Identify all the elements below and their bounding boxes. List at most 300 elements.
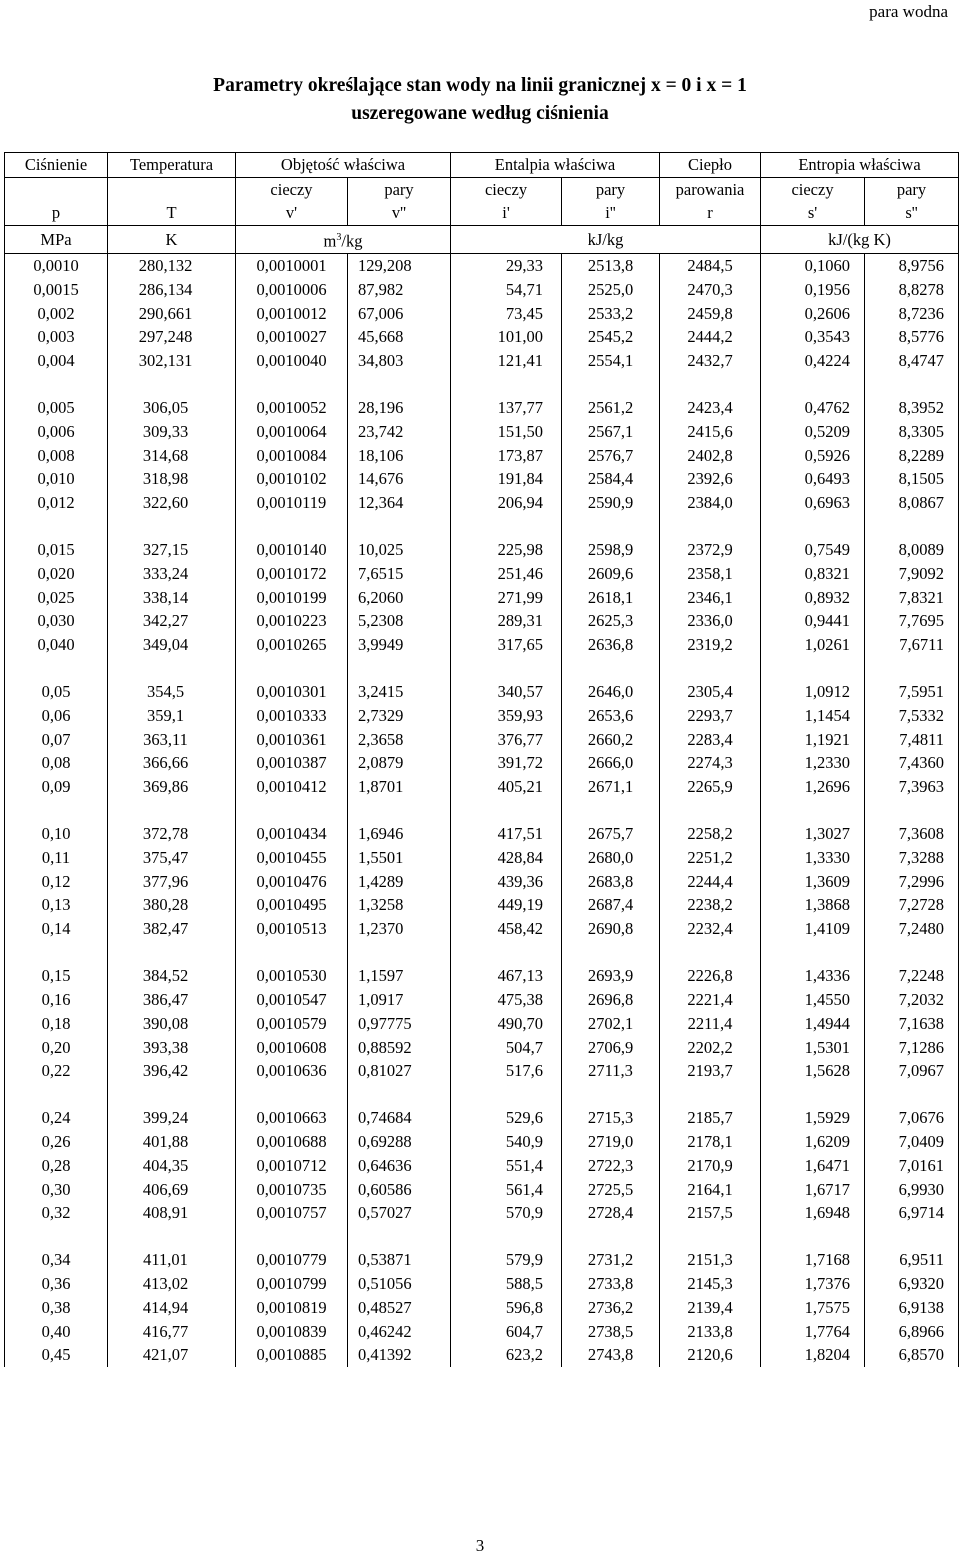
cell-heat: 2178,1 bbox=[660, 1130, 761, 1154]
cell-i-vapor: 2690,8 bbox=[562, 917, 660, 941]
cell-i-vapor: 2738,5 bbox=[562, 1320, 660, 1344]
table-row bbox=[5, 1154, 959, 1178]
cell-pressure: 0,34 bbox=[5, 1248, 108, 1272]
cell-pressure: 0,002 bbox=[5, 302, 108, 326]
cell-s-vapor: 7,4360 bbox=[865, 751, 959, 775]
cell-temperature: 309,33 bbox=[108, 420, 236, 444]
cell-s-vapor: 7,5332 bbox=[865, 704, 959, 728]
cell-i-liquid: 417,51 bbox=[451, 822, 562, 846]
spacer-cell bbox=[236, 941, 348, 965]
cell-i-liquid: 73,45 bbox=[451, 302, 562, 326]
cell-v-vapor: 0,48527 bbox=[348, 1296, 451, 1320]
cell-i-liquid: 579,9 bbox=[451, 1248, 562, 1272]
cell-pressure: 0,006 bbox=[5, 420, 108, 444]
table-row bbox=[5, 1248, 959, 1272]
cell-heat: 2164,1 bbox=[660, 1178, 761, 1202]
table-row bbox=[5, 1130, 959, 1154]
cell-i-liquid: 449,19 bbox=[451, 893, 562, 917]
cell-s-vapor: 8,2289 bbox=[865, 444, 959, 468]
cell-pressure: 0,005 bbox=[5, 396, 108, 420]
cell-v-liquid: 0,0010064 bbox=[236, 420, 348, 444]
cell-pressure: 0,28 bbox=[5, 1154, 108, 1178]
cell-s-liquid: 1,5301 bbox=[761, 1036, 865, 1060]
sub-s-liquid: cieczy bbox=[761, 177, 865, 201]
cell-pressure: 0,030 bbox=[5, 609, 108, 633]
cell-i-vapor: 2666,0 bbox=[562, 751, 660, 775]
cell-v-vapor: 129,208 bbox=[348, 254, 451, 278]
cell-heat: 2358,1 bbox=[660, 562, 761, 586]
cell-s-liquid: 0,5209 bbox=[761, 420, 865, 444]
cell-s-liquid: 1,7575 bbox=[761, 1296, 865, 1320]
cell-s-vapor: 7,1286 bbox=[865, 1036, 959, 1060]
table-row bbox=[5, 728, 959, 752]
cell-v-vapor: 1,4289 bbox=[348, 870, 451, 894]
cell-s-vapor: 7,2248 bbox=[865, 964, 959, 988]
cell-i-liquid: 604,7 bbox=[451, 1320, 562, 1344]
spacer-cell bbox=[451, 373, 562, 397]
cell-s-liquid: 1,3027 bbox=[761, 822, 865, 846]
cell-v-vapor: 12,364 bbox=[348, 491, 451, 515]
cell-pressure: 0,07 bbox=[5, 728, 108, 752]
sub-i-liquid: cieczy bbox=[451, 177, 562, 201]
spacer-cell bbox=[108, 1225, 236, 1249]
cell-heat: 2244,4 bbox=[660, 870, 761, 894]
cell-v-vapor: 1,2370 bbox=[348, 917, 451, 941]
cell-i-vapor: 2618,1 bbox=[562, 586, 660, 610]
sub-heat: parowania bbox=[660, 177, 761, 201]
spacer-cell bbox=[562, 515, 660, 539]
spacer-cell bbox=[236, 373, 348, 397]
cell-i-vapor: 2731,2 bbox=[562, 1248, 660, 1272]
cell-pressure: 0,16 bbox=[5, 988, 108, 1012]
symbol-i2: i'' bbox=[562, 201, 660, 225]
cell-v-liquid: 0,0010265 bbox=[236, 633, 348, 657]
spacer-cell bbox=[5, 1083, 108, 1107]
spacer-cell bbox=[108, 1083, 236, 1107]
table-row bbox=[5, 420, 959, 444]
cell-heat: 2484,5 bbox=[660, 254, 761, 278]
group-spacer-row bbox=[5, 657, 959, 681]
cell-temperature: 318,98 bbox=[108, 467, 236, 491]
cell-i-vapor: 2584,4 bbox=[562, 467, 660, 491]
cell-v-liquid: 0,0010799 bbox=[236, 1272, 348, 1296]
cell-i-vapor: 2736,2 bbox=[562, 1296, 660, 1320]
cell-i-vapor: 2711,3 bbox=[562, 1059, 660, 1083]
cell-v-vapor: 1,1597 bbox=[348, 964, 451, 988]
table-row bbox=[5, 633, 959, 657]
spacer-cell bbox=[660, 799, 761, 823]
spacer-cell bbox=[108, 941, 236, 965]
cell-heat: 2145,3 bbox=[660, 1272, 761, 1296]
table-row bbox=[5, 964, 959, 988]
table-row bbox=[5, 1036, 959, 1060]
cell-v-vapor: 0,97775 bbox=[348, 1012, 451, 1036]
cell-temperature: 414,94 bbox=[108, 1296, 236, 1320]
spacer-cell bbox=[761, 799, 865, 823]
cell-s-vapor: 8,7236 bbox=[865, 302, 959, 326]
cell-s-vapor: 8,0089 bbox=[865, 538, 959, 562]
spacer-cell bbox=[108, 373, 236, 397]
cell-i-liquid: 475,38 bbox=[451, 988, 562, 1012]
spacer-cell bbox=[5, 1225, 108, 1249]
cell-i-liquid: 588,5 bbox=[451, 1272, 562, 1296]
cell-s-liquid: 0,8932 bbox=[761, 586, 865, 610]
cell-s-liquid: 1,3609 bbox=[761, 870, 865, 894]
cell-temperature: 382,47 bbox=[108, 917, 236, 941]
cell-i-liquid: 101,00 bbox=[451, 325, 562, 349]
cell-v-liquid: 0,0010172 bbox=[236, 562, 348, 586]
cell-temperature: 349,04 bbox=[108, 633, 236, 657]
cell-pressure: 0,040 bbox=[5, 633, 108, 657]
spacer-cell bbox=[451, 515, 562, 539]
spacer-cell bbox=[562, 941, 660, 965]
cell-pressure: 0,18 bbox=[5, 1012, 108, 1036]
cell-i-vapor: 2625,3 bbox=[562, 609, 660, 633]
cell-temperature: 408,91 bbox=[108, 1201, 236, 1225]
cell-temperature: 354,5 bbox=[108, 680, 236, 704]
cell-v-liquid: 0,0010012 bbox=[236, 302, 348, 326]
cell-s-vapor: 7,3963 bbox=[865, 775, 959, 799]
cell-s-vapor: 8,3952 bbox=[865, 396, 959, 420]
cell-i-vapor: 2653,6 bbox=[562, 704, 660, 728]
cell-heat: 2392,6 bbox=[660, 467, 761, 491]
cell-s-liquid: 1,2696 bbox=[761, 775, 865, 799]
saturation-table bbox=[4, 152, 959, 1367]
cell-pressure: 0,38 bbox=[5, 1296, 108, 1320]
symbol-v1: v' bbox=[236, 201, 348, 225]
cell-v-liquid: 0,0010476 bbox=[236, 870, 348, 894]
cell-temperature: 421,07 bbox=[108, 1343, 236, 1367]
cell-heat: 2185,7 bbox=[660, 1106, 761, 1130]
spacer-cell bbox=[562, 373, 660, 397]
cell-v-vapor: 0,60586 bbox=[348, 1178, 451, 1202]
table-row bbox=[5, 1343, 959, 1367]
cell-s-vapor: 8,3305 bbox=[865, 420, 959, 444]
cell-heat: 2232,4 bbox=[660, 917, 761, 941]
spacer-cell bbox=[5, 657, 108, 681]
sub-i-vapor: pary bbox=[562, 177, 660, 201]
cell-temperature: 366,66 bbox=[108, 751, 236, 775]
cell-heat: 2415,6 bbox=[660, 420, 761, 444]
cell-heat: 2305,4 bbox=[660, 680, 761, 704]
cell-s-vapor: 6,8966 bbox=[865, 1320, 959, 1344]
cell-v-vapor: 14,676 bbox=[348, 467, 451, 491]
cell-s-liquid: 1,4109 bbox=[761, 917, 865, 941]
cell-pressure: 0,45 bbox=[5, 1343, 108, 1367]
spacer-cell bbox=[451, 941, 562, 965]
cell-i-liquid: 504,7 bbox=[451, 1036, 562, 1060]
sub-empty-T bbox=[108, 177, 236, 201]
cell-v-liquid: 0,0010199 bbox=[236, 586, 348, 610]
cell-heat: 2402,8 bbox=[660, 444, 761, 468]
cell-temperature: 297,248 bbox=[108, 325, 236, 349]
cell-i-vapor: 2567,1 bbox=[562, 420, 660, 444]
spacer-cell bbox=[660, 1083, 761, 1107]
cell-i-vapor: 2693,9 bbox=[562, 964, 660, 988]
cell-i-vapor: 2743,8 bbox=[562, 1343, 660, 1367]
cell-heat: 2221,4 bbox=[660, 988, 761, 1012]
cell-temperature: 369,86 bbox=[108, 775, 236, 799]
cell-s-liquid: 1,5929 bbox=[761, 1106, 865, 1130]
cell-v-liquid: 0,0010006 bbox=[236, 278, 348, 302]
cell-i-vapor: 2636,8 bbox=[562, 633, 660, 657]
cell-temperature: 396,42 bbox=[108, 1059, 236, 1083]
title-line-2: uszeregowane według ciśnienia bbox=[351, 103, 609, 124]
cell-i-liquid: 29,33 bbox=[451, 254, 562, 278]
spacer-cell bbox=[5, 941, 108, 965]
spacer-cell bbox=[660, 373, 761, 397]
cell-v-liquid: 0,0010579 bbox=[236, 1012, 348, 1036]
unit-v-exp: 3 bbox=[336, 232, 342, 244]
cell-s-liquid: 0,8321 bbox=[761, 562, 865, 586]
cell-i-liquid: 540,9 bbox=[451, 1130, 562, 1154]
page-number: 3 bbox=[475, 1536, 485, 1555]
cell-s-vapor: 7,5951 bbox=[865, 680, 959, 704]
table-row bbox=[5, 704, 959, 728]
table-row bbox=[5, 870, 959, 894]
cell-i-vapor: 2687,4 bbox=[562, 893, 660, 917]
sub-v-liquid: cieczy bbox=[236, 177, 348, 201]
table-row bbox=[5, 1178, 959, 1202]
cell-pressure: 0,15 bbox=[5, 964, 108, 988]
cell-v-liquid: 0,0010119 bbox=[236, 491, 348, 515]
cell-i-vapor: 2561,2 bbox=[562, 396, 660, 420]
cell-i-vapor: 2533,2 bbox=[562, 302, 660, 326]
table-row bbox=[5, 680, 959, 704]
spacer-cell bbox=[451, 1083, 562, 1107]
spacer-cell bbox=[865, 941, 959, 965]
cell-i-liquid: 151,50 bbox=[451, 420, 562, 444]
cell-temperature: 377,96 bbox=[108, 870, 236, 894]
cell-i-liquid: 359,93 bbox=[451, 704, 562, 728]
cell-s-vapor: 7,0967 bbox=[865, 1059, 959, 1083]
cell-heat: 2372,9 bbox=[660, 538, 761, 562]
unit-v-base: m bbox=[323, 231, 337, 251]
cell-v-vapor: 7,6515 bbox=[348, 562, 451, 586]
header-pressure: Ciśnienie bbox=[5, 153, 108, 178]
cell-v-vapor: 0,41392 bbox=[348, 1343, 451, 1367]
cell-v-liquid: 0,0010885 bbox=[236, 1343, 348, 1367]
table-row bbox=[5, 278, 959, 302]
cell-v-vapor: 10,025 bbox=[348, 538, 451, 562]
cell-s-vapor: 8,0867 bbox=[865, 491, 959, 515]
spacer-cell bbox=[348, 1083, 451, 1107]
cell-temperature: 390,08 bbox=[108, 1012, 236, 1036]
cell-heat: 2202,2 bbox=[660, 1036, 761, 1060]
cell-v-vapor: 0,57027 bbox=[348, 1201, 451, 1225]
cell-heat: 2251,2 bbox=[660, 846, 761, 870]
spacer-cell bbox=[348, 657, 451, 681]
cell-i-liquid: 458,42 bbox=[451, 917, 562, 941]
cell-s-vapor: 6,9320 bbox=[865, 1272, 959, 1296]
cell-s-liquid: 1,4336 bbox=[761, 964, 865, 988]
cell-i-vapor: 2725,5 bbox=[562, 1178, 660, 1202]
cell-temperature: 290,661 bbox=[108, 302, 236, 326]
cell-i-vapor: 2719,0 bbox=[562, 1130, 660, 1154]
cell-heat: 2319,2 bbox=[660, 633, 761, 657]
spacer-cell bbox=[108, 515, 236, 539]
cell-i-liquid: 121,41 bbox=[451, 349, 562, 373]
table-row bbox=[5, 349, 959, 373]
cell-pressure: 0,12 bbox=[5, 870, 108, 894]
cell-pressure: 0,020 bbox=[5, 562, 108, 586]
cell-heat: 2336,0 bbox=[660, 609, 761, 633]
cell-pressure: 0,0015 bbox=[5, 278, 108, 302]
cell-v-liquid: 0,0010636 bbox=[236, 1059, 348, 1083]
spacer-cell bbox=[236, 799, 348, 823]
cell-temperature: 327,15 bbox=[108, 538, 236, 562]
cell-s-liquid: 1,6948 bbox=[761, 1201, 865, 1225]
cell-i-liquid: 467,13 bbox=[451, 964, 562, 988]
cell-i-liquid: 529,6 bbox=[451, 1106, 562, 1130]
cell-s-liquid: 0,1956 bbox=[761, 278, 865, 302]
cell-v-vapor: 5,2308 bbox=[348, 609, 451, 633]
spacer-cell bbox=[660, 941, 761, 965]
cell-heat: 2151,3 bbox=[660, 1248, 761, 1272]
cell-v-liquid: 0,0010223 bbox=[236, 609, 348, 633]
cell-i-vapor: 2545,2 bbox=[562, 325, 660, 349]
cell-s-vapor: 7,2728 bbox=[865, 893, 959, 917]
cell-s-vapor: 7,8321 bbox=[865, 586, 959, 610]
cell-temperature: 380,28 bbox=[108, 893, 236, 917]
spacer-cell bbox=[761, 657, 865, 681]
header-volume: Objętość właściwa bbox=[236, 153, 451, 178]
cell-pressure: 0,012 bbox=[5, 491, 108, 515]
cell-i-liquid: 137,77 bbox=[451, 396, 562, 420]
cell-s-vapor: 6,9138 bbox=[865, 1296, 959, 1320]
cell-s-vapor: 6,8570 bbox=[865, 1343, 959, 1367]
cell-i-liquid: 623,2 bbox=[451, 1343, 562, 1367]
table-row bbox=[5, 586, 959, 610]
cell-heat: 2384,0 bbox=[660, 491, 761, 515]
cell-temperature: 411,01 bbox=[108, 1248, 236, 1272]
cell-temperature: 302,131 bbox=[108, 349, 236, 373]
cell-v-liquid: 0,0010530 bbox=[236, 964, 348, 988]
cell-i-liquid: 391,72 bbox=[451, 751, 562, 775]
spacer-cell bbox=[865, 515, 959, 539]
unit-v-rest: /kg bbox=[341, 231, 363, 251]
cell-i-liquid: 439,36 bbox=[451, 870, 562, 894]
cell-pressure: 0,26 bbox=[5, 1130, 108, 1154]
cell-heat: 2170,9 bbox=[660, 1154, 761, 1178]
cell-i-vapor: 2590,9 bbox=[562, 491, 660, 515]
cell-temperature: 399,24 bbox=[108, 1106, 236, 1130]
cell-temperature: 306,05 bbox=[108, 396, 236, 420]
cell-i-liquid: 428,84 bbox=[451, 846, 562, 870]
cell-i-vapor: 2683,8 bbox=[562, 870, 660, 894]
spacer-cell bbox=[5, 799, 108, 823]
cell-i-liquid: 289,31 bbox=[451, 609, 562, 633]
cell-v-vapor: 0,74684 bbox=[348, 1106, 451, 1130]
spacer-cell bbox=[660, 515, 761, 539]
cell-s-vapor: 6,9511 bbox=[865, 1248, 959, 1272]
cell-heat: 2258,2 bbox=[660, 822, 761, 846]
cell-v-liquid: 0,0010361 bbox=[236, 728, 348, 752]
header-enthalpy: Entalpia właściwa bbox=[451, 153, 660, 178]
cell-pressure: 0,36 bbox=[5, 1272, 108, 1296]
cell-v-liquid: 0,0010779 bbox=[236, 1248, 348, 1272]
cell-v-vapor: 28,196 bbox=[348, 396, 451, 420]
cell-temperature: 393,38 bbox=[108, 1036, 236, 1060]
cell-heat: 2265,9 bbox=[660, 775, 761, 799]
cell-v-vapor: 0,64636 bbox=[348, 1154, 451, 1178]
cell-v-liquid: 0,0010140 bbox=[236, 538, 348, 562]
cell-s-liquid: 1,0261 bbox=[761, 633, 865, 657]
table-row bbox=[5, 893, 959, 917]
group-spacer-row bbox=[5, 1083, 959, 1107]
cell-v-liquid: 0,0010102 bbox=[236, 467, 348, 491]
table-row bbox=[5, 609, 959, 633]
unit-T: K bbox=[108, 226, 236, 254]
cell-v-vapor: 6,2060 bbox=[348, 586, 451, 610]
cell-heat: 2444,2 bbox=[660, 325, 761, 349]
cell-v-vapor: 23,742 bbox=[348, 420, 451, 444]
table-row bbox=[5, 822, 959, 846]
cell-i-vapor: 2513,8 bbox=[562, 254, 660, 278]
cell-i-vapor: 2660,2 bbox=[562, 728, 660, 752]
cell-s-vapor: 7,2032 bbox=[865, 988, 959, 1012]
cell-v-vapor: 3,9949 bbox=[348, 633, 451, 657]
cell-i-vapor: 2733,8 bbox=[562, 1272, 660, 1296]
cell-s-liquid: 0,4224 bbox=[761, 349, 865, 373]
symbol-s1: s' bbox=[761, 201, 865, 225]
cell-temperature: 384,52 bbox=[108, 964, 236, 988]
cell-v-liquid: 0,0010608 bbox=[236, 1036, 348, 1060]
spacer-cell bbox=[660, 657, 761, 681]
cell-i-liquid: 206,94 bbox=[451, 491, 562, 515]
cell-heat: 2346,1 bbox=[660, 586, 761, 610]
spacer-cell bbox=[236, 515, 348, 539]
spacer-cell bbox=[348, 1225, 451, 1249]
table-row bbox=[5, 444, 959, 468]
cell-pressure: 0,24 bbox=[5, 1106, 108, 1130]
unit-v bbox=[236, 226, 451, 254]
spacer-cell bbox=[562, 1225, 660, 1249]
cell-pressure: 0,09 bbox=[5, 775, 108, 799]
cell-s-liquid: 1,2330 bbox=[761, 751, 865, 775]
cell-temperature: 404,35 bbox=[108, 1154, 236, 1178]
unit-s: kJ/(kg K) bbox=[761, 226, 959, 254]
cell-heat: 2193,7 bbox=[660, 1059, 761, 1083]
cell-pressure: 0,13 bbox=[5, 893, 108, 917]
cell-s-vapor: 6,9714 bbox=[865, 1201, 959, 1225]
cell-pressure: 0,14 bbox=[5, 917, 108, 941]
cell-s-liquid: 1,0912 bbox=[761, 680, 865, 704]
cell-s-liquid: 1,3868 bbox=[761, 893, 865, 917]
cell-s-liquid: 0,6493 bbox=[761, 467, 865, 491]
group-spacer-row bbox=[5, 515, 959, 539]
cell-v-liquid: 0,0010513 bbox=[236, 917, 348, 941]
table-row bbox=[5, 325, 959, 349]
table-row bbox=[5, 254, 959, 278]
cell-i-vapor: 2525,0 bbox=[562, 278, 660, 302]
cell-s-vapor: 7,4811 bbox=[865, 728, 959, 752]
cell-temperature: 401,88 bbox=[108, 1130, 236, 1154]
cell-s-liquid: 0,6963 bbox=[761, 491, 865, 515]
spacer-cell bbox=[865, 1225, 959, 1249]
header-temperature: Temperatura bbox=[108, 153, 236, 178]
cell-i-liquid: 54,71 bbox=[451, 278, 562, 302]
cell-heat: 2157,5 bbox=[660, 1201, 761, 1225]
spacer-cell bbox=[5, 373, 108, 397]
cell-pressure: 0,11 bbox=[5, 846, 108, 870]
cell-s-vapor: 8,8278 bbox=[865, 278, 959, 302]
cell-v-vapor: 1,8701 bbox=[348, 775, 451, 799]
cell-temperature: 314,68 bbox=[108, 444, 236, 468]
cell-heat: 2238,2 bbox=[660, 893, 761, 917]
table-row bbox=[5, 562, 959, 586]
table-row bbox=[5, 467, 959, 491]
